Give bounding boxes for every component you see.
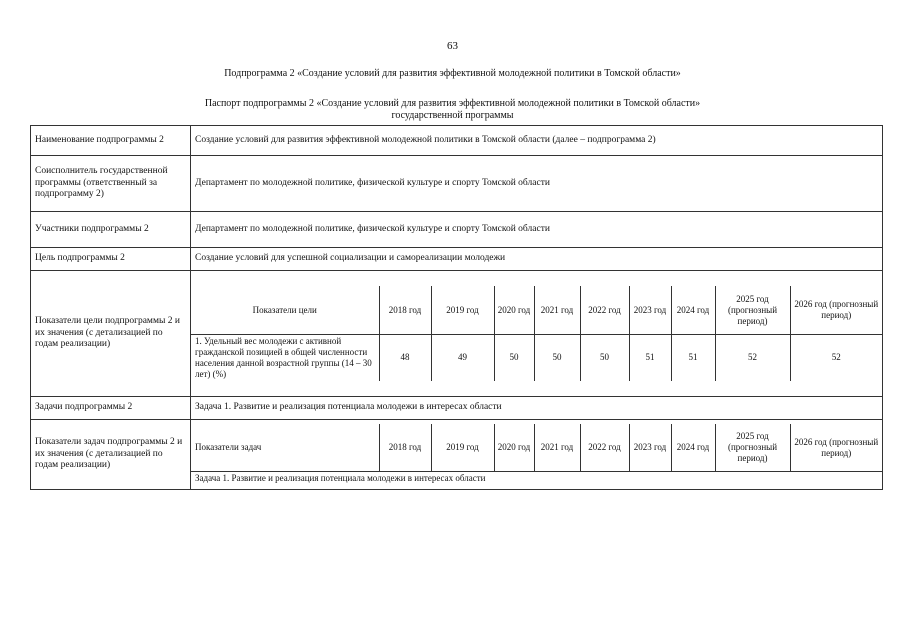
goal-indicator-row bbox=[191, 334, 882, 381]
row-task-indicators bbox=[31, 420, 883, 490]
goal-year: 2025 год (прогнозный период) bbox=[715, 286, 790, 334]
row-name bbox=[31, 126, 883, 156]
label-goal-indicators: Показатели цели подпрограммы 2 и их значения (с детализацией по годам реализации) bbox=[31, 271, 191, 397]
task-year: 2018 год bbox=[379, 424, 431, 471]
label-participants: Участники подпрограммы 2 bbox=[31, 212, 191, 248]
task-year: 2024 год bbox=[671, 424, 715, 471]
row-tasks bbox=[31, 397, 883, 420]
value-tasks: Задача 1. Развитие и реализация потенциала молодежи в интересах области bbox=[191, 397, 883, 420]
goal-value: 52 bbox=[715, 334, 790, 381]
goal-value: 51 bbox=[671, 334, 715, 381]
goal-year: 2022 год bbox=[580, 286, 629, 334]
goal-value: 50 bbox=[580, 334, 629, 381]
label-tasks: Задачи подпрограммы 2 bbox=[31, 397, 191, 420]
value-participants: Департамент по молодежной политике, физической культуре и спорту Томской области bbox=[191, 212, 883, 248]
page-number: 63 bbox=[447, 40, 458, 52]
goal-indicators-header: Показатели цели bbox=[191, 286, 379, 334]
passport-title: Паспорт подпрограммы 2 «Создание условий для развития эффективной молодежной политики в Томской области» bbox=[204, 98, 701, 109]
task-year: 2022 год bbox=[580, 424, 629, 471]
task-indicators-header: Показатели задач bbox=[191, 424, 379, 471]
goal-year: 2026 год (прогнозный период) bbox=[790, 286, 882, 334]
task-year: 2023 год bbox=[629, 424, 671, 471]
label-coexecutor: Соисполнитель государственной программы (ответственный за подпрограмму 2) bbox=[31, 156, 191, 212]
task-year: 2021 год bbox=[534, 424, 580, 471]
goal-year: 2020 год bbox=[494, 286, 534, 334]
value-goal: Создание условий для успешной социализации и самореализации молодежи bbox=[191, 248, 883, 271]
goal-value: 50 bbox=[534, 334, 580, 381]
task-indicators-cell bbox=[191, 420, 883, 490]
goal-year: 2019 год bbox=[431, 286, 494, 334]
subprogram-title: Подпрограмма 2 «Создание условий для развития эффективной молодежной политики в Томской области» bbox=[224, 68, 681, 79]
label-goal: Цель подпрограммы 2 bbox=[31, 248, 191, 271]
task-row bbox=[191, 471, 882, 485]
task-year: 2026 год (прогнозный период) bbox=[790, 424, 882, 471]
goal-year: 2024 год bbox=[671, 286, 715, 334]
value-name: Создание условий для развития эффективной молодежной политики в Томской области (далее – подпрограмма 2) bbox=[191, 126, 883, 156]
goal-value: 52 bbox=[790, 334, 882, 381]
passport-subtitle: государственной программы bbox=[391, 110, 514, 121]
task-indicators-table bbox=[191, 424, 882, 485]
task-year: 2025 год (прогнозный период) bbox=[715, 424, 790, 471]
row-participants bbox=[31, 212, 883, 248]
goal-value: 51 bbox=[629, 334, 671, 381]
goal-value: 50 bbox=[494, 334, 534, 381]
row-goal bbox=[31, 248, 883, 271]
goal-value: 48 bbox=[379, 334, 431, 381]
value-coexecutor: Департамент по молодежной политике, физической культуре и спорту Томской области bbox=[191, 156, 883, 212]
label-task-indicators: Показатели задач подпрограммы 2 и их значения (с детализацией по годам реализации) bbox=[31, 420, 191, 490]
goal-indicators-header-row bbox=[191, 286, 882, 334]
passport-table bbox=[30, 125, 883, 490]
goal-year: 2021 год bbox=[534, 286, 580, 334]
goal-indicator-text: 1. Удельный вес молодежи с активной гражданской позицией в общей численности населения данной возрастной группы (14 – 30 лет) (%) bbox=[191, 334, 379, 381]
row-coexecutor bbox=[31, 156, 883, 212]
goal-indicators-cell bbox=[191, 271, 883, 397]
task-indicators-header-row bbox=[191, 424, 882, 471]
goal-year: 2023 год bbox=[629, 286, 671, 334]
goal-year: 2018 год bbox=[379, 286, 431, 334]
row-goal-indicators bbox=[31, 271, 883, 397]
label-name: Наименование подпрограммы 2 bbox=[31, 126, 191, 156]
goal-value: 49 bbox=[431, 334, 494, 381]
task-year: 2019 год bbox=[431, 424, 494, 471]
task-text: Задача 1. Развитие и реализация потенциала молодежи в интересах области bbox=[191, 471, 882, 485]
goal-indicators-table bbox=[191, 286, 882, 381]
task-year: 2020 год bbox=[494, 424, 534, 471]
